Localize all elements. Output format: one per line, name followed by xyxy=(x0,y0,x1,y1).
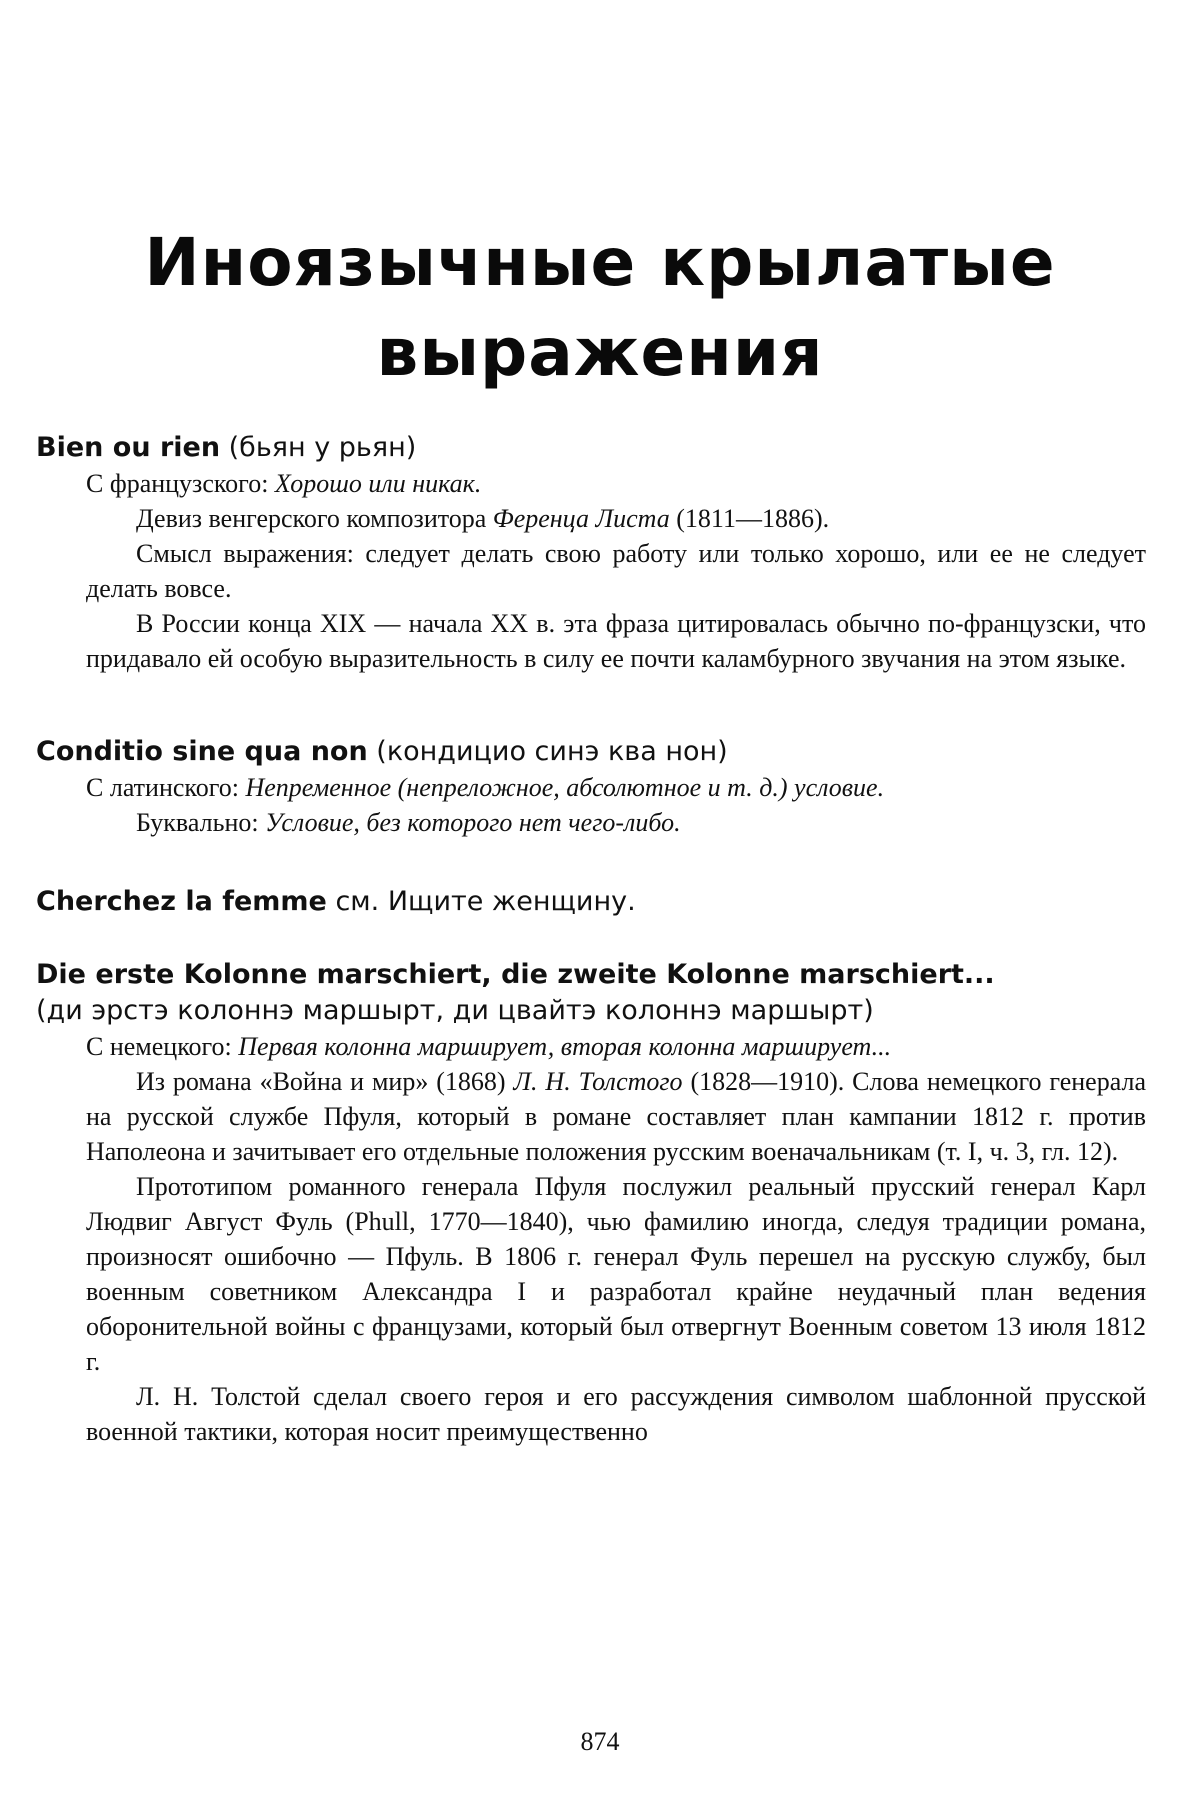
entry-cross-reference: см. Ищите женщину. xyxy=(335,886,636,917)
entry-heading xyxy=(36,734,1146,770)
entry-transcription: (кондицио синэ ква нон) xyxy=(376,736,728,767)
entry-headword: Conditio sine qua non xyxy=(36,736,368,767)
page-title-line-2: выражения xyxy=(376,314,824,391)
entry-paragraph xyxy=(86,501,1146,536)
entry-heading xyxy=(36,957,1146,993)
entry-paragraph: Прототипом романного генерала Пфуля послужил реальный прусский генерал Карл Людвиг Август Фуль (Phull, 1770—1840), чью фамилию иногда, следуя традиции романа, произносят ошибочно — Пфуль. В 1806 г. генерал Фуль перешел на русскую службу, был военным советником Александра I и разработал крайне неудачный план ведения оборонительной войны с французами, который был отвергнут Военным советом 13 июля 1812 г. xyxy=(86,1172,1146,1376)
entry-paragraph: Смысл выражения: следует делать свою работу или только хорошо, или ее не следует делать вовсе. xyxy=(86,539,1146,603)
paragraph-text: Из романа «Война и мир» (1868) xyxy=(136,1067,514,1096)
paragraph-text: Девиз венгерского композитора xyxy=(136,504,493,533)
entry-source xyxy=(86,1029,1146,1064)
entry-transcription: (ди эрстэ колоннэ маршырт, ди цвайтэ колоннэ маршырт) xyxy=(36,995,874,1026)
source-prefix: С французского: xyxy=(86,469,269,498)
literal-prefix: Буквально: xyxy=(136,808,259,837)
entry-source xyxy=(86,466,1146,501)
entry-headword: Bien ou rien xyxy=(36,432,221,463)
literal-translation: Условие, без которого нет чего-либо. xyxy=(265,808,681,837)
paragraph-text: (1811—1886). xyxy=(669,504,830,533)
entry-paragraph: В России конца XIX — начала XX в. эта фраза цитировалась обычно по-французски, что придавало ей особую выразительность в силу ее почти каламбурного звучания на этом языке. xyxy=(86,609,1146,673)
source-translation: Хорошо или никак. xyxy=(274,469,482,498)
entry-heading xyxy=(36,884,1146,920)
source-translation: Непременное (непреложное, абсолютное и т. д.) условие. xyxy=(245,773,885,802)
entry-bien-ou-rien xyxy=(36,430,1146,676)
entry-die-erste-kolonne xyxy=(36,957,1146,1449)
source-translation: Первая колонна марширует, вторая колонна марширует... xyxy=(238,1032,892,1061)
entry-conditio-sine-qua-non xyxy=(36,734,1146,840)
entry-paragraph: Л. Н. Толстой сделал своего героя и его рассуждения символом шаблонной прусской военной тактики, которая носит преимущественно xyxy=(86,1382,1146,1446)
entry-paragraph xyxy=(86,1064,1146,1169)
source-prefix: С немецкого: xyxy=(86,1032,232,1061)
entry-transcription: (бьян у рьян) xyxy=(228,432,417,463)
page-title-line-1: Иноязычные крылатые xyxy=(144,224,1056,301)
page-title xyxy=(0,218,1200,398)
paragraph-italic-name: Ференца Листа xyxy=(492,504,670,533)
entry-headword: Cherchez la femme xyxy=(36,886,327,917)
entry-heading xyxy=(36,430,1146,466)
entry-headword: Die erste Kolonne marschiert, die zweite Kolonne marschiert... xyxy=(36,959,995,990)
paragraph-italic-name: Л. Н. Толстого xyxy=(513,1067,683,1096)
paragraph-text: (1828—1910). Слова немецкого генерала на русской службе Пфуля, который в романе составляет план кампании 1812 г. против Наполеона и зачитывает его отдельные положения русским военачальникам (т. I, ч. 3, гл. 12). xyxy=(86,1067,1146,1166)
entry-literal xyxy=(86,805,1146,840)
entry-cherchez-la-femme xyxy=(36,884,1146,920)
source-prefix: С латинского: xyxy=(86,773,239,802)
entry-source xyxy=(86,770,1146,805)
page-number: 874 xyxy=(580,1727,620,1756)
